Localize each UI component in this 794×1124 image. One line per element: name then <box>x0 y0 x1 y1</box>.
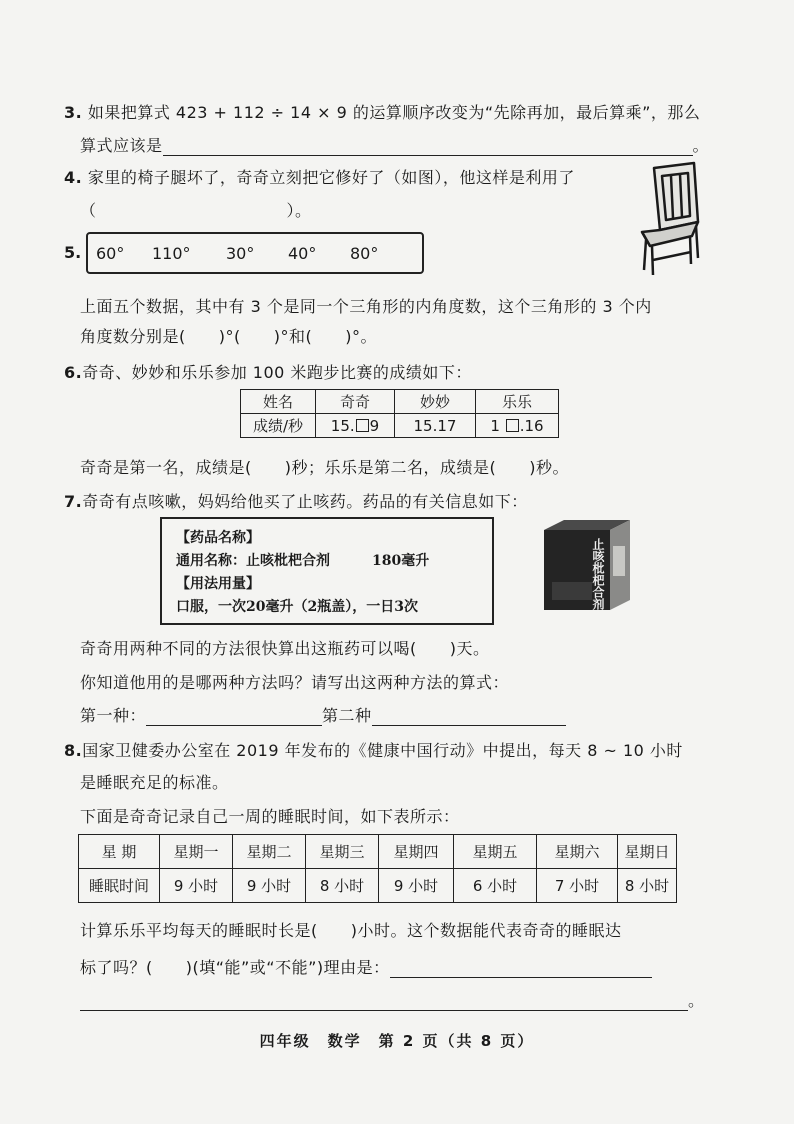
reason-blank-continued[interactable] <box>80 994 688 1011</box>
question-7-days: 奇奇用两种不同的方法很快算出这瓶药可以喝( )天。 <box>80 639 490 658</box>
sleep-time-table <box>78 834 677 903</box>
answer-blank[interactable] <box>163 139 693 156</box>
answer-prompt: 算式应该是 <box>80 136 163 155</box>
table-cell: 8 小时 <box>306 869 379 903</box>
first-method-blank[interactable] <box>146 709 322 726</box>
question-6 <box>64 360 472 383</box>
table-header: 星期一 <box>160 835 233 869</box>
paren-close: ）。 <box>286 201 312 220</box>
table-row-label: 成绩/秒 <box>241 414 316 438</box>
period: 。 <box>692 136 710 155</box>
question-3 <box>64 100 700 123</box>
table-cell: 8 小时 <box>618 869 677 903</box>
question-5-text: 上面五个数据，其中有 3 个是同一个三角形的内角度数，这个三角形的 3 个内 <box>80 297 652 316</box>
paren-open: （ <box>80 201 97 220</box>
medicine-name: 通用名称：止咳枇杷合剂 180毫升 <box>176 553 430 569</box>
question-7 <box>64 489 528 512</box>
question-text: 奇奇有点咳嗽，妈妈给他买了止咳药。药品的有关信息如下： <box>82 492 528 511</box>
table-cell: 9 小时 <box>160 869 233 903</box>
table-cell: 9 小时 <box>233 869 306 903</box>
question-text: 奇奇、妙妙和乐乐参加 100 米跑步比赛的成绩如下： <box>82 363 472 382</box>
digit-blank[interactable] <box>506 419 519 432</box>
question-8-text-3: 下面是奇奇记录自己一周的睡眠时间，如下表所示： <box>80 807 460 826</box>
medicine-info-box <box>160 517 494 625</box>
table-header: 星期六 <box>537 835 618 869</box>
question-number: 4. <box>64 168 83 187</box>
table-header: 星期四 <box>379 835 454 869</box>
race-results-table <box>240 389 559 438</box>
angle-value: 80° <box>350 243 379 263</box>
question-number: 8. <box>64 741 83 760</box>
angle-value: 60° <box>96 243 125 263</box>
table-header: 星期五 <box>454 835 537 869</box>
question-7-answers <box>80 703 566 726</box>
question-4-answer <box>80 198 312 221</box>
table-header: 星 期 <box>79 835 160 869</box>
table-cell: 6 小时 <box>454 869 537 903</box>
angle-value: 40° <box>288 243 317 263</box>
second-method-blank[interactable] <box>372 709 566 726</box>
period: 。 <box>688 991 705 1010</box>
lele-time: 1 .16 <box>476 414 559 438</box>
angle-values-box <box>86 232 424 274</box>
question-3-answer-line <box>80 133 709 156</box>
angle-value: 30° <box>226 243 255 263</box>
question-text: 如果把算式 423 + 112 ÷ 14 × 9 的运算顺序改变为“先除再加，最后算乘”，那么 <box>87 103 701 122</box>
miaomiao-time: 15.17 <box>395 414 476 438</box>
table-header: 星期日 <box>618 835 677 869</box>
reason-blank[interactable] <box>390 961 652 978</box>
question-number: 5. <box>64 243 82 262</box>
page-footer: 四年级 数学 第 2 页（共 8 页） <box>259 1032 535 1050</box>
table-header: 乐乐 <box>476 390 559 414</box>
angle-value: 110° <box>152 243 191 263</box>
question-8 <box>64 738 683 761</box>
table-row-label: 睡眠时间 <box>79 869 160 903</box>
question-6-answer: 奇奇是第一名，成绩是( )秒；乐乐是第二名，成绩是( )秒。 <box>80 458 569 477</box>
question-number: 3. <box>64 103 83 122</box>
table-header: 妙妙 <box>395 390 476 414</box>
medicine-box-image <box>540 516 636 612</box>
question-5-answer: 角度数分别是( )°( )°和( )°。 <box>80 327 377 346</box>
medicine-heading-usage: 【用法用量】 <box>176 576 260 592</box>
medicine-usage: 口服，一次20毫升（2瓶盖），一日3次 <box>176 599 418 615</box>
first-method-label: 第一种： <box>80 706 147 725</box>
question-8-text-5 <box>80 955 652 978</box>
question-4 <box>64 165 575 188</box>
question-7-methods: 你知道他用的是哪两种方法吗？请写出这两种方法的算式： <box>80 673 510 692</box>
question-text: 国家卫健委办公室在 2019 年发布的《健康中国行动》中提出，每天 8 ~ 10 小时 <box>82 741 683 760</box>
reason-prompt: 标了吗？( )(填“能”或“不能”)理由是： <box>80 958 390 977</box>
question-number: 7. <box>64 492 83 511</box>
table-header: 星期二 <box>233 835 306 869</box>
second-method-label: 第二种 <box>322 706 372 725</box>
qiqi-time: 15. 9 <box>316 414 395 438</box>
table-header: 姓名 <box>241 390 316 414</box>
chair-illustration <box>636 160 706 278</box>
question-number: 6. <box>64 363 83 382</box>
question-8-text-2: 是睡眠充足的标准。 <box>80 773 229 792</box>
table-cell: 9 小时 <box>379 869 454 903</box>
digit-blank[interactable] <box>356 419 369 432</box>
question-5-number <box>64 243 81 262</box>
question-8-text-4: 计算乐乐平均每天的睡眠时长是( )小时。这个数据能代表奇奇的睡眠达 <box>80 921 622 940</box>
bottle-label: 止咳枇杷合剂 <box>591 538 605 610</box>
table-header: 星期三 <box>306 835 379 869</box>
question-8-reason-line <box>80 988 705 1011</box>
table-cell: 7 小时 <box>537 869 618 903</box>
table-header: 奇奇 <box>316 390 395 414</box>
question-text: 家里的椅子腿坏了，奇奇立刻把它修好了（如图），他这样是利用了 <box>87 168 575 187</box>
medicine-heading-name: 【药品名称】 <box>176 530 260 546</box>
